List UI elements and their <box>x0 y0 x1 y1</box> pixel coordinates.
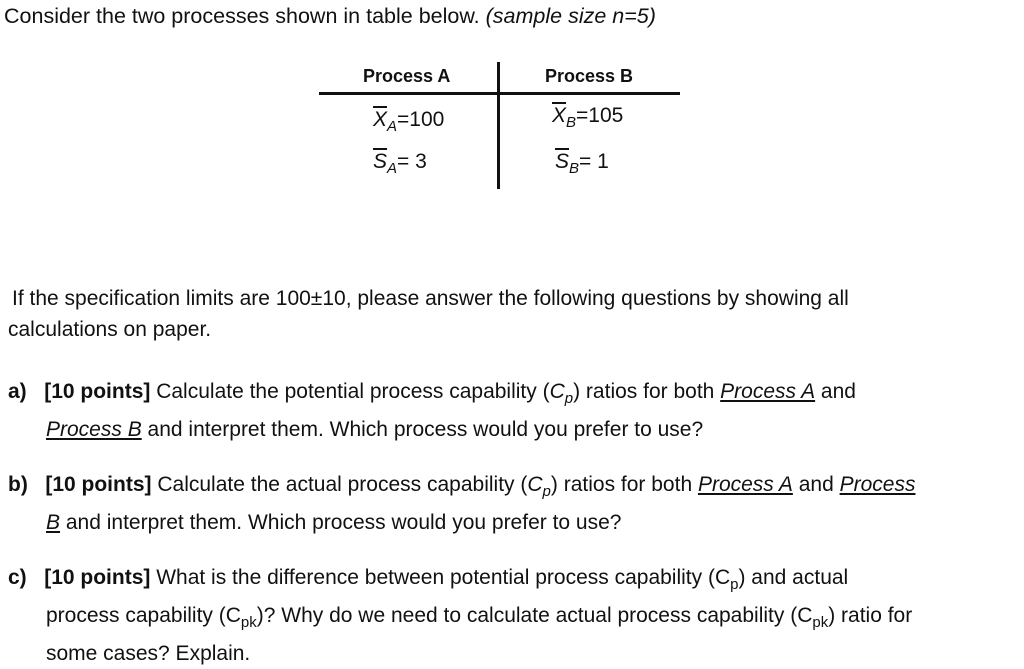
sd-b <box>555 150 609 177</box>
sub-a: A <box>387 118 398 136</box>
cpk-sub: pk <box>240 614 257 632</box>
question-c-label: c) <box>8 566 27 589</box>
question-a <box>8 376 856 445</box>
mean-b-value: =105 <box>576 104 624 127</box>
question-c-text: some cases? Explain. <box>46 642 251 666</box>
question-c-text: ) and actual <box>738 566 849 589</box>
question-b <box>8 469 915 538</box>
process-b-ref: B <box>46 511 61 535</box>
question-b-text: ) ratios for both <box>550 473 698 496</box>
cp-symbol: C <box>527 473 543 496</box>
spec-paragraph <box>8 283 849 345</box>
xbar-symbol: $\overline{X}$ <box>373 108 388 131</box>
question-b-points: [10 points] <box>45 473 152 496</box>
sub-b: B <box>569 160 580 178</box>
process-b-ref: Process B <box>46 418 142 442</box>
question-c-text: process capability (C <box>46 604 241 628</box>
table-column-divider <box>497 62 500 189</box>
spec-line-2: calculations on paper. <box>8 318 212 341</box>
cpk-sub: pk <box>812 614 829 632</box>
header-process-b: Process B <box>545 66 634 86</box>
sample-size-note: (sample size n=5) <box>485 4 656 28</box>
sd-b-value: = 1 <box>579 150 609 173</box>
question-c-points: [10 points] <box>44 566 151 589</box>
xbar-symbol: $\overline{X}$ <box>552 104 567 127</box>
process-b-ref: Process <box>839 473 916 496</box>
cp-symbol: C <box>549 380 565 403</box>
header-process-a: Process A <box>363 66 451 86</box>
intro-text <box>4 4 656 29</box>
mean-a-value: =100 <box>397 108 445 131</box>
cp-sub: p <box>730 576 739 594</box>
question-b-text: and <box>792 473 840 496</box>
question-b-label: b) <box>8 473 28 496</box>
cp-sub: p <box>564 390 574 408</box>
question-c-text: ) ratio for <box>828 604 913 628</box>
question-a-text: Calculate the potential process capability ( <box>150 380 550 403</box>
cp-sub: p <box>542 483 551 501</box>
mean-b <box>552 104 623 131</box>
process-a-ref: Process A <box>697 473 793 496</box>
mean-a <box>373 108 444 135</box>
sd-a-value: = 3 <box>397 150 427 173</box>
question-a-text: ) ratios for both <box>573 380 721 403</box>
sub-a: A <box>387 160 398 178</box>
question-a-text: and interpret them. Which process would you prefer to use? <box>141 418 704 442</box>
question-a-points: [10 points] <box>44 380 151 403</box>
question-c-text: )? Why do we need to calculate actual process capability (C <box>256 604 813 628</box>
process-a-ref: Process A <box>720 380 816 403</box>
sub-b: B <box>566 114 577 132</box>
question-b-text: Calculate the actual process capability ( <box>151 473 528 496</box>
question-b-text: and interpret them. Which process would you prefer to use? <box>60 511 622 535</box>
question-c <box>8 562 912 669</box>
question-a-label: a) <box>8 380 27 403</box>
question-a-text: and <box>815 380 856 403</box>
intro-main: Consider the two processes shown in table below. <box>4 4 486 28</box>
question-c-text: What is the difference between potential process capability (C <box>150 566 731 589</box>
spec-line-1: If the specification limits are 100±10, please answer the following questions by showing all <box>12 287 849 310</box>
sd-a <box>373 150 427 177</box>
sbar-symbol: $\overline{S}$ <box>555 150 570 173</box>
sbar-symbol: $\overline{S}$ <box>373 150 388 173</box>
